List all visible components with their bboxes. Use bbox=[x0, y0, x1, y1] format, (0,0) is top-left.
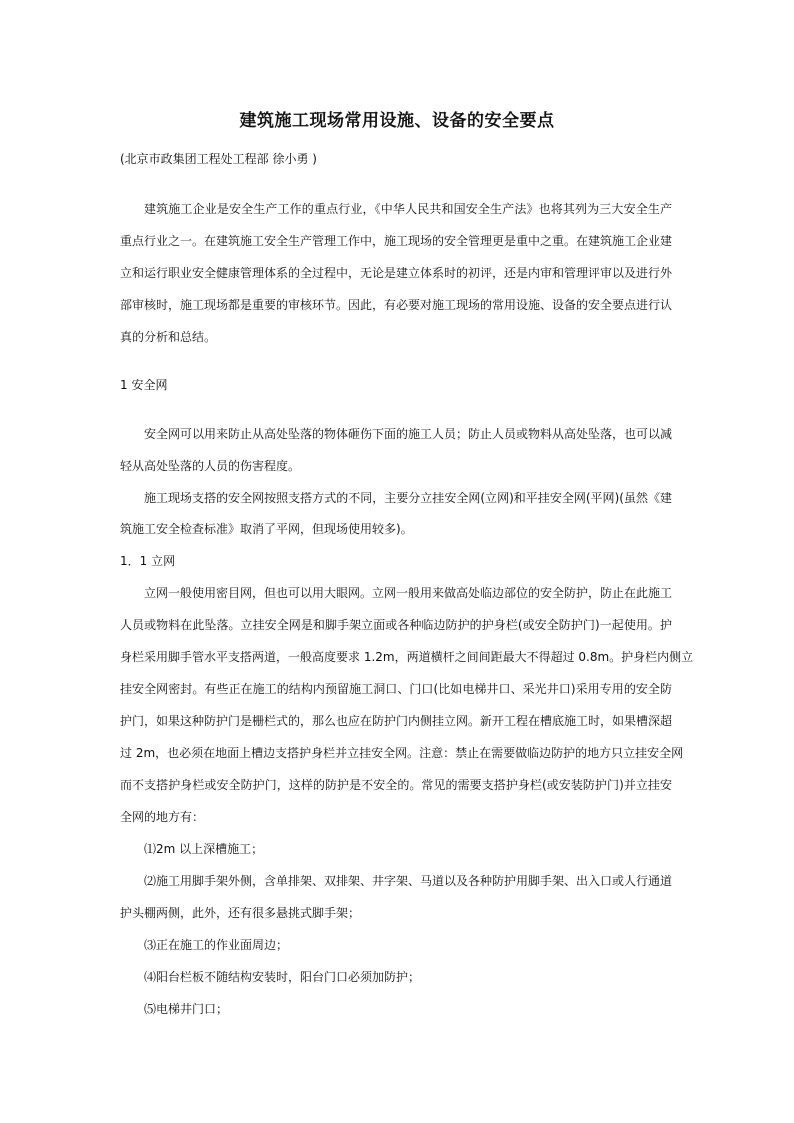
section-1-p1-line-1: 安全网可以用来防止从高处坠落的物体砸伤下面的施工人员；防止人员或物料从高处坠落，也可以减 bbox=[144, 427, 673, 441]
section-1-1-line-3: 身栏采用脚手管水平支搭两道，一般高度要求 1.2m，两道横杆之间间距最大不得超过 0.8m。护身栏内侧立 bbox=[120, 650, 694, 664]
section-1-1-line-2: 人员或物料在此坠落。立挂安全网是和脚手架立面或各种临边防护的护身栏(或安全防护门)一起使用。护 bbox=[120, 618, 672, 632]
section-1-1-line-5: 护门，如果这种防护门是栅栏式的，那么也应在防护门内侧挂立网。新开工程在槽底施工时，如果槽深超 bbox=[120, 714, 673, 728]
intro-line-1: 建筑施工企业是安全生产工作的重点行业，《中华人民共和国安全生产法》也将其列为三大安全生产 bbox=[144, 202, 672, 216]
section-1-1-heading: 1．1 立网 bbox=[120, 554, 176, 568]
list-item-3: ⑶正在施工的作业面周边； bbox=[144, 938, 289, 952]
document-title: 建筑施工现场常用设施、设备的安全要点 bbox=[239, 111, 555, 131]
section-1-p2-line-2: 筑施工安全检查标准》取消了平网，但现场使用较多)。 bbox=[120, 522, 413, 536]
section-1-1-line-4: 挂安全网密封。有些正在施工的结构内预留施工洞口、门口(比如电梯井口、采光井口)采用专用的安全防 bbox=[120, 682, 672, 696]
intro-line-2: 重点行业之一。在建筑施工安全生产管理工作中，施工现场的安全管理更是重中之重。在建筑施工企业建 bbox=[120, 234, 673, 248]
section-1-p1-line-2: 轻从高处坠落的人员的伤害程度。 bbox=[120, 459, 301, 473]
section-1-1-line-7: 而不支搭护身栏或安全防护门，这样的防护是不安全的。常见的需要支搭护身栏(或安装防护门)并立挂安 bbox=[120, 778, 672, 792]
list-item-5: ⑸电梯井门口； bbox=[144, 1002, 229, 1016]
intro-line-3: 立和运行职业安全健康管理体系的全过程中，无论是建立体系时的初评，还是内审和管理评审以及进行外 bbox=[120, 266, 673, 280]
intro-line-4: 部审核时，施工现场都是重要的审核环节。因此，有必要对施工现场的常用设施、设备的安全要点进行认 bbox=[120, 298, 673, 312]
section-1-1-line-6: 过 2m，也必须在地面上槽边支搭护身栏并立挂安全网。注意：禁止在需要做临边防护的地方只立挂安全网 bbox=[120, 746, 684, 760]
intro-line-5: 真的分析和总结。 bbox=[120, 330, 217, 344]
section-1-p2-line-1: 施工现场支搭的安全网按照支搭方式的不同，主要分立挂安全网(立网)和平挂安全网(平网)(虽然《建 bbox=[144, 491, 672, 505]
list-item-1: ⑴2m 以上深槽施工； bbox=[144, 842, 264, 856]
list-item-2: ⑵施工用脚手架外侧，含单排架、双排架、井字架、马道以及各种防护用脚手架、出入口或人行通道 bbox=[144, 874, 673, 888]
section-1-1-line-8: 全网的地方有： bbox=[120, 810, 205, 824]
section-1-1-line-1: 立网一般使用密目网，但也可以用大眼网。立网一般用来做高处临边部位的安全防护，防止在此施工 bbox=[144, 586, 673, 600]
list-item-4: ⑷阳台栏板不随结构安装时，阳台门口必须加防护； bbox=[144, 970, 421, 984]
author-line: (北京市政集团工程处工程部 徐小勇 ) bbox=[120, 152, 317, 166]
list-item-2-continued: 护头棚两侧，此外，还有很多悬挑式脚手架； bbox=[120, 906, 361, 920]
section-1-heading: 1 安全网 bbox=[120, 378, 168, 392]
